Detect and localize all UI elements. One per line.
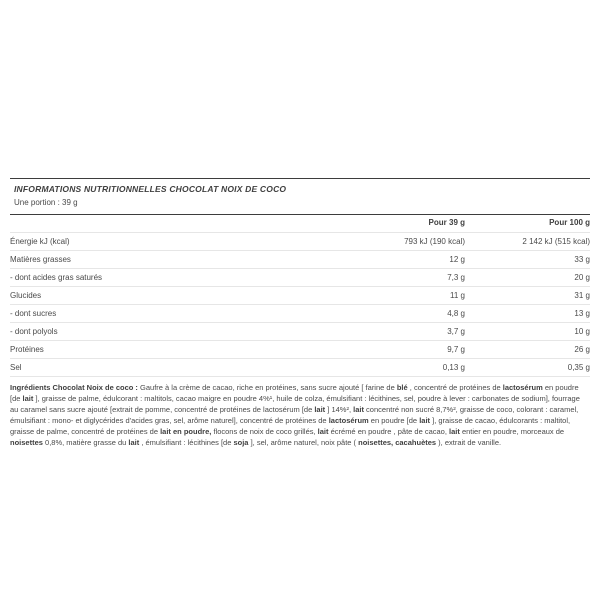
- ingredient-run: , émulsifiant : lécithines [de: [139, 437, 234, 447]
- ingredient-emphasis: lactosérum: [502, 382, 543, 392]
- ingredient-run: concentré non sucré 8,7%², graisse de coco, colorant : caramel, émulsifiant : mono- et diglycérides d'acides gras, sel, arôme naturel], concentré de protéines de: [10, 404, 579, 425]
- table-row: [10, 322, 590, 340]
- nutrient-label: - dont acides gras saturés: [10, 268, 210, 286]
- ingredient-run: ], graisse de cacao, édulcorants : maltitol, graisse de palme, concentré de protéines de: [10, 415, 571, 436]
- nutrition-table: [10, 215, 590, 377]
- ingredient-emphasis: lait: [22, 393, 34, 403]
- per-100g-value: 13 g: [465, 304, 590, 322]
- per-100g-value: 26 g: [465, 340, 590, 358]
- ingredient-emphasis: noisettes, cacahuètes: [358, 437, 437, 447]
- ingredients-text: [10, 382, 590, 448]
- ingredient-run: ], graisse de palme, édulcorant : maltitols, cacao maigre en poudre 4%¹, huile de colza, émulsifiant : lécithines, sel, poudre à lever : carbonates de sodium], fourrage au caramel sans sucre ajouté [extrait de pomme, concentré de protéines de lactosérum [de: [10, 393, 580, 414]
- ingredient-run: écrémé en poudre , pâte de cacao,: [328, 426, 450, 436]
- ingredient-run: entier en poudre, morceaux de: [459, 426, 565, 436]
- per-portion-value: 0,13 g: [210, 358, 465, 376]
- table-row: [10, 340, 590, 358]
- table-row: [10, 358, 590, 376]
- per-portion-value: 3,7 g: [210, 322, 465, 340]
- nutrient-label: Matières grasses: [10, 250, 210, 268]
- ingredient-emphasis: noisettes: [10, 437, 43, 447]
- table-row: [10, 232, 590, 250]
- ingredient-emphasis: lait: [449, 426, 460, 436]
- ingredient-emphasis: blé: [396, 382, 408, 392]
- ingredient-emphasis: lait: [314, 404, 326, 414]
- per-100g-column-header: Pour 100 g: [465, 215, 590, 233]
- nutrient-label: - dont sucres: [10, 304, 210, 322]
- per-100g-value: 20 g: [465, 268, 590, 286]
- nutrient-label: Énergie kJ (kcal): [10, 232, 210, 250]
- per-portion-column-header: Pour 39 g: [210, 215, 465, 233]
- ingredient-run: Gaufre à la crème de cacao, riche en protéines, sans sucre ajouté [ farine de: [137, 382, 397, 392]
- nutrient-label: Protéines: [10, 340, 210, 358]
- table-row: [10, 286, 590, 304]
- ingredient-run: flocons de noix de coco grillés,: [211, 426, 318, 436]
- ingredient-emphasis: lait: [128, 437, 140, 447]
- table-row: [10, 304, 590, 322]
- ingredient-run: en poudre [de: [10, 382, 579, 403]
- nutrient-label: Glucides: [10, 286, 210, 304]
- table-body: [10, 232, 590, 376]
- per-100g-value: 33 g: [465, 250, 590, 268]
- ingredient-run: ], sel, arôme naturel, noix pâte (: [248, 437, 359, 447]
- per-100g-value: 0,35 g: [465, 358, 590, 376]
- per-100g-value: 10 g: [465, 322, 590, 340]
- ingredient-run: , concentré de protéines de: [407, 382, 503, 392]
- ingredient-emphasis: soja: [233, 437, 249, 447]
- table-header-row: [10, 215, 590, 233]
- ingredient-emphasis: lait en poudre,: [160, 426, 212, 436]
- nutrient-column-header: [10, 215, 210, 233]
- ingredient-emphasis: Ingrédients Chocolat Noix de coco :: [10, 382, 138, 392]
- ingredient-emphasis: lactosérum: [328, 415, 369, 425]
- nutrition-section: [10, 178, 590, 448]
- ingredient-emphasis: lait: [419, 415, 431, 425]
- nutrient-label: - dont polyols: [10, 322, 210, 340]
- table-row: [10, 268, 590, 286]
- ingredient-run: 0,8%, matière grasse du: [42, 437, 129, 447]
- ingredient-run: ] 14%²,: [325, 404, 354, 414]
- nutrient-label: Sel: [10, 358, 210, 376]
- per-portion-value: 11 g: [210, 286, 465, 304]
- per-portion-value: 9,7 g: [210, 340, 465, 358]
- per-portion-value: 793 kJ (190 kcal): [210, 232, 465, 250]
- ingredient-run: ), extrait de vanille.: [436, 437, 502, 447]
- per-portion-value: 4,8 g: [210, 304, 465, 322]
- nutrition-header: [10, 178, 590, 215]
- portion-size: Une portion : 39 g: [14, 197, 78, 207]
- ingredient-emphasis: lait: [353, 404, 364, 414]
- per-portion-value: 12 g: [210, 250, 465, 268]
- section-title: INFORMATIONS NUTRITIONNELLES CHOCOLAT NOIX DE COCO: [14, 184, 287, 194]
- per-100g-value: 31 g: [465, 286, 590, 304]
- table-row: [10, 250, 590, 268]
- per-100g-value: 2 142 kJ (515 kcal): [465, 232, 590, 250]
- ingredient-run: en poudre [de: [368, 415, 420, 425]
- ingredient-emphasis: lait: [317, 426, 329, 436]
- per-portion-value: 7,3 g: [210, 268, 465, 286]
